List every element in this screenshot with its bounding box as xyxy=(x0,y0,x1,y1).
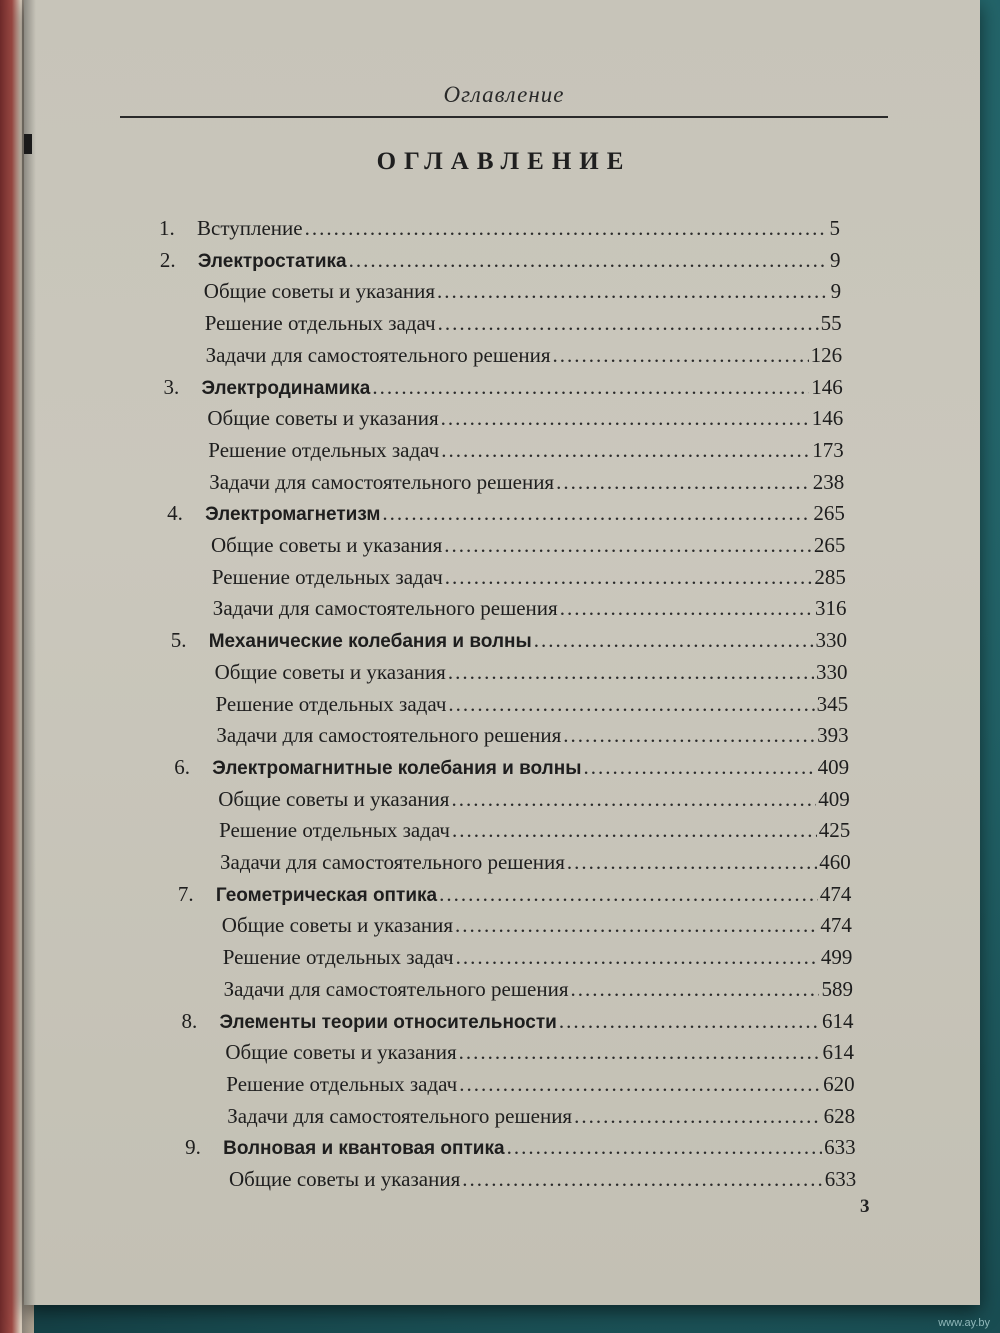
toc-entry-label: Общие советы и указания xyxy=(207,406,439,431)
toc-entry-label: Общие советы и указания xyxy=(203,279,436,304)
dot-leader xyxy=(507,1135,823,1160)
toc-section-entry xyxy=(216,723,848,753)
toc-entry-label: Решение отдельных задач xyxy=(222,945,454,970)
dot-leader xyxy=(382,501,811,526)
toc-section-entry xyxy=(206,343,843,373)
toc-page-number: 499 xyxy=(820,945,853,970)
toc-page-number: 5 xyxy=(829,216,840,240)
toc-entry-label: Общие советы и указания xyxy=(225,1040,457,1065)
dot-leader xyxy=(459,1072,821,1097)
toc-entry-label: Задачи для самостоятельного решения xyxy=(209,469,555,494)
dot-leader xyxy=(559,1009,820,1034)
toc-entry-label: Задачи для самостоятельного решения xyxy=(216,723,562,748)
dot-leader xyxy=(445,565,813,590)
dot-leader xyxy=(571,977,820,1002)
toc-chapter-entry xyxy=(164,375,843,405)
toc-page-number: 285 xyxy=(814,564,846,589)
toc-chapter-number: 9. xyxy=(185,1135,201,1160)
toc-page-number: 393 xyxy=(817,723,849,748)
toc-section-entry xyxy=(220,850,851,880)
toc-chapter-number: 7. xyxy=(177,881,194,906)
dot-leader xyxy=(448,692,814,717)
dot-leader xyxy=(583,755,815,780)
spine-shadow xyxy=(22,0,36,1333)
toc-page-number: 633 xyxy=(824,1135,856,1160)
toc-section-entry xyxy=(212,565,846,595)
toc-entry-label: Общие советы и указания xyxy=(221,913,454,938)
toc-chapter-entry xyxy=(171,628,847,658)
book-page xyxy=(24,0,980,1305)
dot-leader xyxy=(439,882,818,907)
toc-section-entry xyxy=(226,1072,854,1102)
toc-page-number: 460 xyxy=(819,850,851,874)
toc-entry-label: Решение отдельных задач xyxy=(215,691,447,716)
toc-section-entry xyxy=(207,406,843,436)
toc-page-number: 330 xyxy=(815,628,847,653)
running-header: Оглавление xyxy=(443,82,565,107)
toc-section-entry xyxy=(215,660,848,690)
dot-leader xyxy=(553,343,809,368)
toc-page-number: 9 xyxy=(830,247,841,272)
dot-leader xyxy=(567,850,817,875)
toc-chapter-number: 6. xyxy=(174,754,191,779)
toc-page-number: 614 xyxy=(822,1008,854,1033)
toc-entry-label: Решение отдельных задач xyxy=(226,1071,458,1096)
toc-entry-label: Общие советы и указания xyxy=(211,533,443,557)
page-title: ОГЛАВЛЕНИЕ xyxy=(376,148,632,175)
toc-page-number: 9 xyxy=(830,279,842,304)
toc-entry-label: Решение отдельных задач xyxy=(208,437,440,462)
toc-entry-label: Общие советы и указания xyxy=(229,1167,461,1191)
toc-entry-label: Элементы теории относительности xyxy=(219,1011,557,1033)
dot-leader xyxy=(437,279,829,304)
toc-section-entry xyxy=(219,818,850,848)
toc-page-number: 620 xyxy=(823,1071,855,1096)
toc-page-number: 409 xyxy=(817,754,850,779)
toc-entry-label: Электростатика xyxy=(197,250,347,272)
toc-chapter-entry xyxy=(182,1009,854,1039)
toc-entry-label: Вступление xyxy=(197,216,303,240)
toc-section-entry xyxy=(222,913,852,943)
toc-section-entry xyxy=(223,945,853,975)
toc-section-entry xyxy=(229,1167,856,1197)
toc-chapter-number: 4. xyxy=(167,501,183,526)
toc-page-number: 146 xyxy=(811,374,843,399)
header-rule xyxy=(120,116,888,118)
toc-chapter-number: 2. xyxy=(159,247,176,272)
toc-page-number: 614 xyxy=(822,1040,855,1065)
toc-chapter-number: 3. xyxy=(163,374,180,399)
toc-entry-label: Геометрическая оптика xyxy=(215,884,438,906)
toc-page-number: 238 xyxy=(812,469,845,494)
toc-section-entry xyxy=(213,596,847,626)
toc-entry-label: Электромагнитные колебания и волны xyxy=(212,757,582,779)
toc-chapter-entry xyxy=(167,501,845,531)
toc-section-entry xyxy=(211,533,845,563)
toc-page-number: 173 xyxy=(812,437,844,462)
toc-chapter-entry xyxy=(185,1135,856,1165)
toc-chapter-entry xyxy=(160,248,841,278)
dot-leader xyxy=(441,406,810,431)
dot-leader xyxy=(534,628,814,653)
toc-page-number: 55 xyxy=(820,311,842,336)
toc-entry-label: Решение отдельных задач xyxy=(219,818,450,843)
toc-page-number: 633 xyxy=(824,1167,857,1191)
dot-leader xyxy=(452,818,817,843)
toc-chapter-entry xyxy=(159,216,840,246)
dot-leader xyxy=(462,1167,822,1192)
toc-section-entry xyxy=(204,279,841,309)
dot-leader xyxy=(556,470,811,495)
toc-section-entry xyxy=(227,1104,855,1134)
toc-page-number: 146 xyxy=(811,406,844,431)
dot-leader xyxy=(438,311,819,336)
toc-entry-label: Общие советы и указания xyxy=(218,786,450,811)
toc-page-number: 126 xyxy=(810,342,843,367)
toc-entry-label: Электродинамика xyxy=(201,377,371,399)
toc-section-entry xyxy=(208,438,843,468)
page-number: 3 xyxy=(860,1196,870,1217)
toc-chapter-number: 8. xyxy=(181,1008,198,1033)
toc-entry-label: Задачи для самостоятельного решения xyxy=(212,596,558,621)
toc-page-number: 425 xyxy=(818,818,851,843)
toc-chapter-entry xyxy=(178,882,851,912)
toc-page-number: 316 xyxy=(814,596,847,621)
dot-leader xyxy=(448,660,814,685)
page-tab-mark xyxy=(24,134,32,154)
toc-entry-label: Задачи для самостоятельного решения xyxy=(205,342,551,367)
toc-entry-label: Задачи для самостоятельного решения xyxy=(220,850,565,874)
toc-page-number: 345 xyxy=(816,691,849,716)
toc-page-number: 589 xyxy=(821,976,853,1001)
dot-leader xyxy=(451,787,816,812)
toc-chapter-entry xyxy=(174,755,849,785)
toc-section-entry xyxy=(205,311,842,341)
dot-leader xyxy=(305,216,828,241)
dot-leader xyxy=(455,913,818,938)
toc-section-entry xyxy=(224,977,853,1007)
dot-leader xyxy=(560,596,813,621)
toc-section-entry xyxy=(209,470,844,500)
toc-chapter-number: 1. xyxy=(159,216,175,240)
dot-leader xyxy=(563,723,815,748)
toc-section-entry xyxy=(218,787,850,817)
toc-page-number: 409 xyxy=(818,786,850,811)
toc-chapter-number: 5. xyxy=(170,628,187,653)
toc-page-number: 474 xyxy=(820,913,852,938)
toc-section-entry xyxy=(225,1040,854,1070)
toc-entry-label: Задачи для самостоятельного решения xyxy=(227,1103,573,1128)
toc-section-entry xyxy=(216,692,849,722)
toc-page-number: 265 xyxy=(813,501,845,526)
toc-entry-label: Решение отдельных задач xyxy=(211,564,443,589)
toc-entry-label: Общие советы и указания xyxy=(214,659,446,684)
dot-leader xyxy=(459,1040,821,1065)
toc-entry-label: Решение отдельных задач xyxy=(204,311,436,336)
dot-leader xyxy=(372,375,809,400)
dot-leader xyxy=(441,438,810,463)
dot-leader xyxy=(444,533,812,558)
dot-leader xyxy=(349,248,828,273)
toc-page-number: 330 xyxy=(816,659,848,684)
toc-page-number: 265 xyxy=(813,533,846,557)
toc-page-number: 474 xyxy=(819,881,852,906)
dot-leader xyxy=(574,1104,822,1129)
dot-leader xyxy=(456,945,819,970)
toc-entry-label: Волновая и квантовая оптика xyxy=(223,1138,505,1160)
toc-entry-label: Электромагнетизм xyxy=(205,504,381,526)
toc-page-number: 628 xyxy=(823,1103,856,1128)
watermark: www.ay.by xyxy=(938,1317,990,1329)
toc-entry-label: Задачи для самостоятельного решения xyxy=(223,976,569,1001)
toc-entry-label: Механические колебания и волны xyxy=(208,631,532,653)
